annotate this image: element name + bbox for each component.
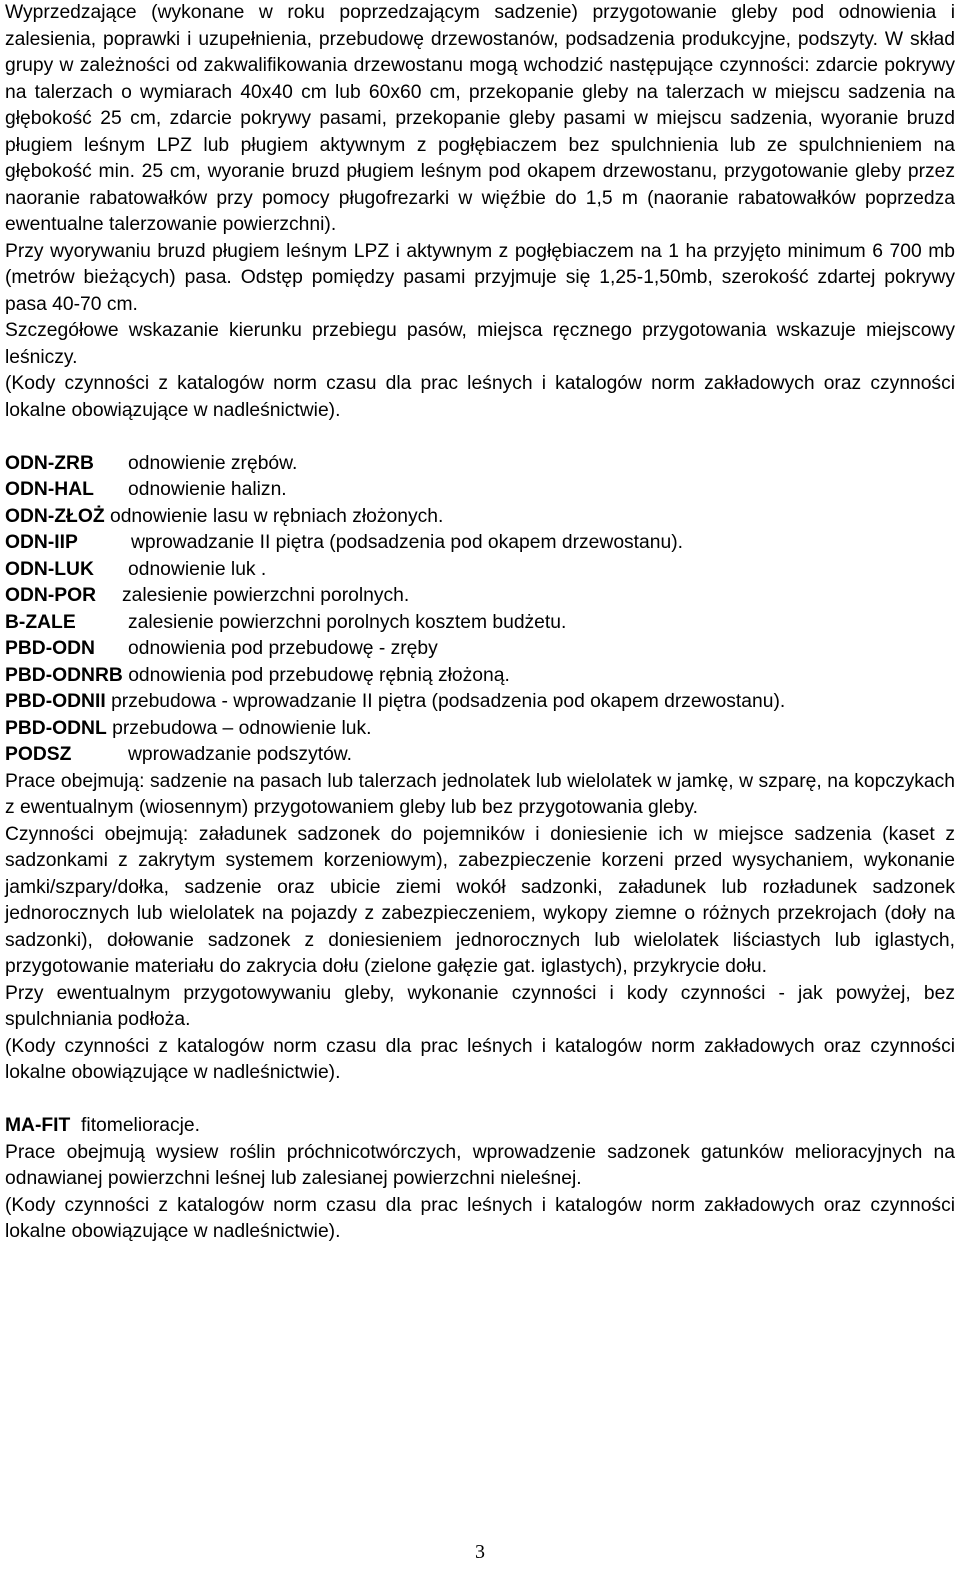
code-label: PBD-ODNRB <box>5 664 123 686</box>
code-entry <box>5 742 955 769</box>
code-entry <box>5 716 955 743</box>
code-description: odnowienie zrębów. <box>128 452 298 474</box>
code-entry <box>5 530 955 557</box>
code-description: przebudowa - wprowadzanie II piętra (podsadzenia pod okapem drzewostanu). <box>111 691 786 712</box>
code-label: PODSZ <box>5 744 72 765</box>
code-description: wprowadzanie podszytów. <box>128 744 353 765</box>
document-page <box>5 0 955 1246</box>
code-list <box>5 451 955 769</box>
code-entry <box>5 689 955 716</box>
spacer <box>5 1087 955 1114</box>
code-label: PBD-ODN <box>5 638 95 659</box>
optional-prep-paragraph: Przy ewentualnym przygotowywaniu gleby, wykonanie czynności i kody czynności - jak powyżej, bez spulchniania podłoża. <box>5 982 955 1030</box>
code-entry <box>5 451 955 478</box>
code-entry <box>5 663 955 690</box>
work-paragraph: Prace obejmują: sadzenie na pasach lub talerzach jednolatek lub wielolatek w jamkę, w szparę, na kopczykach z ewentualnym (wiosennym) przygotowaniem gleby lub bez przygotowania gleby. <box>5 770 955 818</box>
code-description: zalesienie powierzchni porolnych. <box>122 585 410 606</box>
code-label: ODN-POR <box>5 585 97 606</box>
code-label: PBD-ODNII <box>5 691 106 712</box>
code-label: PBD-ODNL <box>5 717 107 739</box>
page-number: 3 <box>475 1541 485 1563</box>
code-description: odnowienie luk . <box>128 558 267 580</box>
code-label: ODN-LUK <box>5 558 94 580</box>
intro-paragraph: Wyprzedzające (wykonane w roku poprzedzającym sadzenie) przygotowanie gleby pod odnowienia i zalesienia, poprawki i uzupełnienia, przebudowę drzewostanów, podsadzenia produkcyjne, podszyty. W skład grupy w zależności od zakwalifikowania drzewostanu mogą wchodzić następujące czynności: zdarcie pokrywy na talerzach o wymiarach 40x40 cm lub 60x60 cm, przekopanie gleby na talerzach w miejscu sadzenia na głębokość 25 cm, zdarcie pokrywy pasami, przekopanie gleby pasami w miejscu sadzenia, wyoranie bruzd pługiem leśnym LPZ lub pługiem aktywnym z pogłębiaczem bez spulchnienia lub ze spulchnieniem na głębokość min. 25 cm, wyoranie bruzd pługiem leśnym pod okapem drzewostanu, przygotowanie gleby przez naoranie rabatowałków przy pomocy pługofrezarki w więźbie do 1,5 m (naoranie rabatowałków poprzedza ewentualne talerzowanie powierzchni). <box>5 2 955 235</box>
code-description: wprowadzanie II piętra (podsadzenia pod okapem drzewostanu). <box>131 532 683 553</box>
mafit-entry <box>5 1113 955 1140</box>
catalog-note: (Kody czynności z katalogów norm czasu dla prac leśnych i katalogów norm zakładowych oraz czynności lokalne obowiązujące w nadleśnictwie). <box>5 373 955 421</box>
code-label: ODN-ZRB <box>5 452 94 474</box>
code-label: ODN-IIP <box>5 532 78 553</box>
code-entry <box>5 610 955 637</box>
code-label: ODN-ZŁOŻ <box>5 505 105 527</box>
catalog-note: (Kody czynności z katalogów norm czasu dla prac leśnych i katalogów norm zakładowych oraz czynności lokalne obowiązujące w nadleśnictwie). <box>5 1194 955 1242</box>
code-entry <box>5 583 955 610</box>
catalog-note: (Kody czynności z katalogów norm czasu dla prac leśnych i katalogów norm zakładowych oraz czynności lokalne obowiązujące w nadleśnictwie). <box>5 1035 955 1083</box>
code-label: ODN-HAL <box>5 479 94 500</box>
code-description: odnowienie lasu w rębniach złożonych. <box>109 505 444 527</box>
code-description: przebudowa – odnowienie luk. <box>112 717 372 739</box>
code-description: odnowienia pod przebudowę rębnią złożoną. <box>128 664 510 686</box>
code-label: MA-FIT <box>5 1115 71 1136</box>
code-entry <box>5 477 955 504</box>
code-entry <box>5 557 955 584</box>
code-description: zalesienie powierzchni porolnych kosztem budżetu. <box>128 611 567 633</box>
activities-paragraph: Czynności obejmują: załadunek sadzonek do pojemników i doniesienie ich w miejsce sadzenia (kaset z sadzonkami z zakrytym systemem korzeniowym), zabezpieczenie korzeni przed wysychaniem, wykonanie jamki/szpary/dołka, sadzenie oraz ubicie ziemi wokół sadzonki, załadunek lub rozładunek sadzonek jednorocznych lub wielolatek na pojazdy z zabezpieczeniem, wykopy ziemne o różnych przekrojach (doły na sadzonki), dołowanie sadzonek z doniesieniem jednorocznych lub wielolatek liściastych lub iglastych, przygotowanie materiału do zakrycia dołu (zielone gałęzie gat. iglastych), przykrycie dołu. <box>5 823 955 977</box>
furrow-paragraph: Przy wyorywaniu bruzd pługiem leśnym LPZ i aktywnym z pogłębiaczem na 1 ha przyjęto minimum 6 700 mb (metrów bieżących) pasa. Odstęp pomiędzy pasami przyjmuje się 1,25-1,50mb, szerokość zdartej pokrywy pasa 40-70 cm. <box>5 240 955 315</box>
code-description: fitomelioracje. <box>81 1115 200 1136</box>
code-description: odnowienia pod przebudowę - zręby <box>128 638 438 659</box>
spacer <box>5 424 955 451</box>
code-description: odnowienie halizn. <box>128 479 287 500</box>
code-label: B-ZALE <box>5 611 76 633</box>
direction-paragraph: Szczegółowe wskazanie kierunku przebiegu pasów, miejsca ręcznego przygotowania wskazuje miejscowy leśniczy. <box>5 320 955 368</box>
code-entry <box>5 636 955 663</box>
mafit-paragraph: Prace obejmują wysiew roślin próchnicotwórczych, wprowadzenie sadzonek gatunków melioracyjnych na odnawianej powierzchni leśnej lub zalesianej powierzchni nieleśnej. <box>5 1141 955 1189</box>
code-entry <box>5 504 955 531</box>
